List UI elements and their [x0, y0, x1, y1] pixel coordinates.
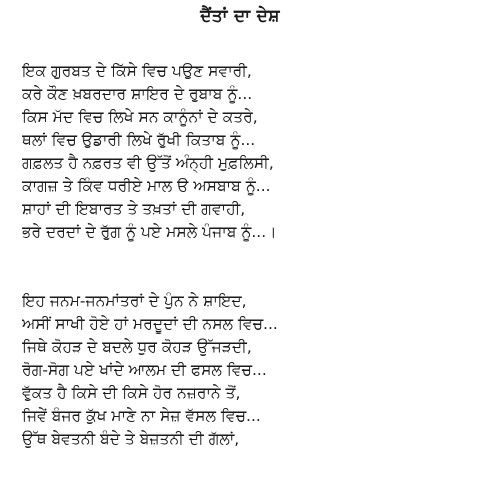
poem-line: ਭਰੇ ਦਰਦਾਂ ਦੇ ਰੁੱਗ ਨੂੰ ਪਏ ਮਸਲੇ ਪੰਜਾਬ ਨੂੰ...।: [22, 223, 277, 241]
poem-line: ਜਿਥੇ ਕੋਹੜ ਦੇ ਬਦਲੇ ਧੁਰ ਕੋਹੜ ਉੱਜੜਦੀ,: [22, 338, 252, 356]
poem-line: ਅਸੀਂ ਸਾਖੀ ਹੋਏ ਹਾਂ ਮਰਦੂਦਾਂ ਦੀ ਨਸਲ ਵਿਚ...: [22, 315, 278, 333]
stanza-2: [22, 290, 472, 451]
poem-line: ਇਕ ਗੁਰਬਤ ਦੇ ਕਿੱਸੇ ਵਿਚ ਪਉਣ ਸਵਾਰੀ,: [22, 62, 252, 80]
poem-line: ਕਰੇ ਕੌਣ ਖ਼ਬਰਦਾਰ ਸ਼ਾਇਰ ਦੇ ਰੁਬਾਬ ਨੂੰ...: [22, 85, 253, 103]
stanza-1: [22, 60, 472, 244]
poem-line: ਕਿਸ ਮੱਦ ਵਿਚ ਲਿਖੇ ਸਨ ਕਾਨੂੰਨਾਂ ਦੇ ਕਤਰੇ,: [22, 108, 258, 126]
poem-line: ਇਹ ਜਨਮ-ਜਨਮਾਂਤਰਾਂ ਦੇ ਪੁੰਨ ਨੇ ਸ਼ਾਇਦ,: [22, 292, 247, 310]
poem-line: ਜਿਵੇਂ ਬੰਜਰ ਕੁੱਖ ਮਾਣੇ ਨਾ ਸੇਜ਼ ਵੱਸਲ ਵਿਚ...: [22, 407, 261, 425]
poem-line: ਵੁੱਕਤ ਹੈ ਕਿਸੇ ਦੀ ਕਿਸੇ ਹੋਰ ਨਜ਼ਰਾਨੇ ਤੋਂ,: [22, 384, 241, 402]
poem-line: ਰੋਗ-ਸੋਗ ਪਏ ਖਾਂਦੇ ਆਲਮ ਦੀ ਫਸਲ ਵਿਚ...: [22, 361, 267, 379]
poem-line: ਥਲਾਂ ਵਿਚ ਉਡਾਰੀ ਲਿਖੇ ਰੁੱਖੀ ਕਿਤਾਬ ਨੂੰ...: [22, 131, 256, 149]
poem-line: ਉੱਥ ਬੇਵਤਨੀ ਬੰਦੇ ਤੇ ਬੇਜ਼ਤਨੀ ਦੀ ਗੱਲਾਂ,: [22, 430, 240, 448]
poem-title: ਦੈਂਤਾਂ ਦਾ ਦੇਸ਼: [200, 6, 280, 26]
poem-line: ਕਾਗਜ਼ ਤੇ ਕਿੰਵ ਧਰੀਏ ਮਾਲ ੳ ਅਸਬਾਬ ਨੂੰ...: [22, 177, 271, 195]
poem-line: ਸ਼ਾਹਾਂ ਦੀ ਇਬਾਰਤ ਤੇ ਤਖ਼ਤਾਂ ਦੀ ਗਵਾਹੀ,: [22, 200, 246, 218]
poem-line: ਗਫ਼ਲਤ ਹੈ ਨਫ਼ਰਤ ਵੀ ਉੱਤੋਂ ਅੰਨ੍ਹੀ ਮੁਫ਼ਲਿਸੀ,: [22, 154, 274, 172]
